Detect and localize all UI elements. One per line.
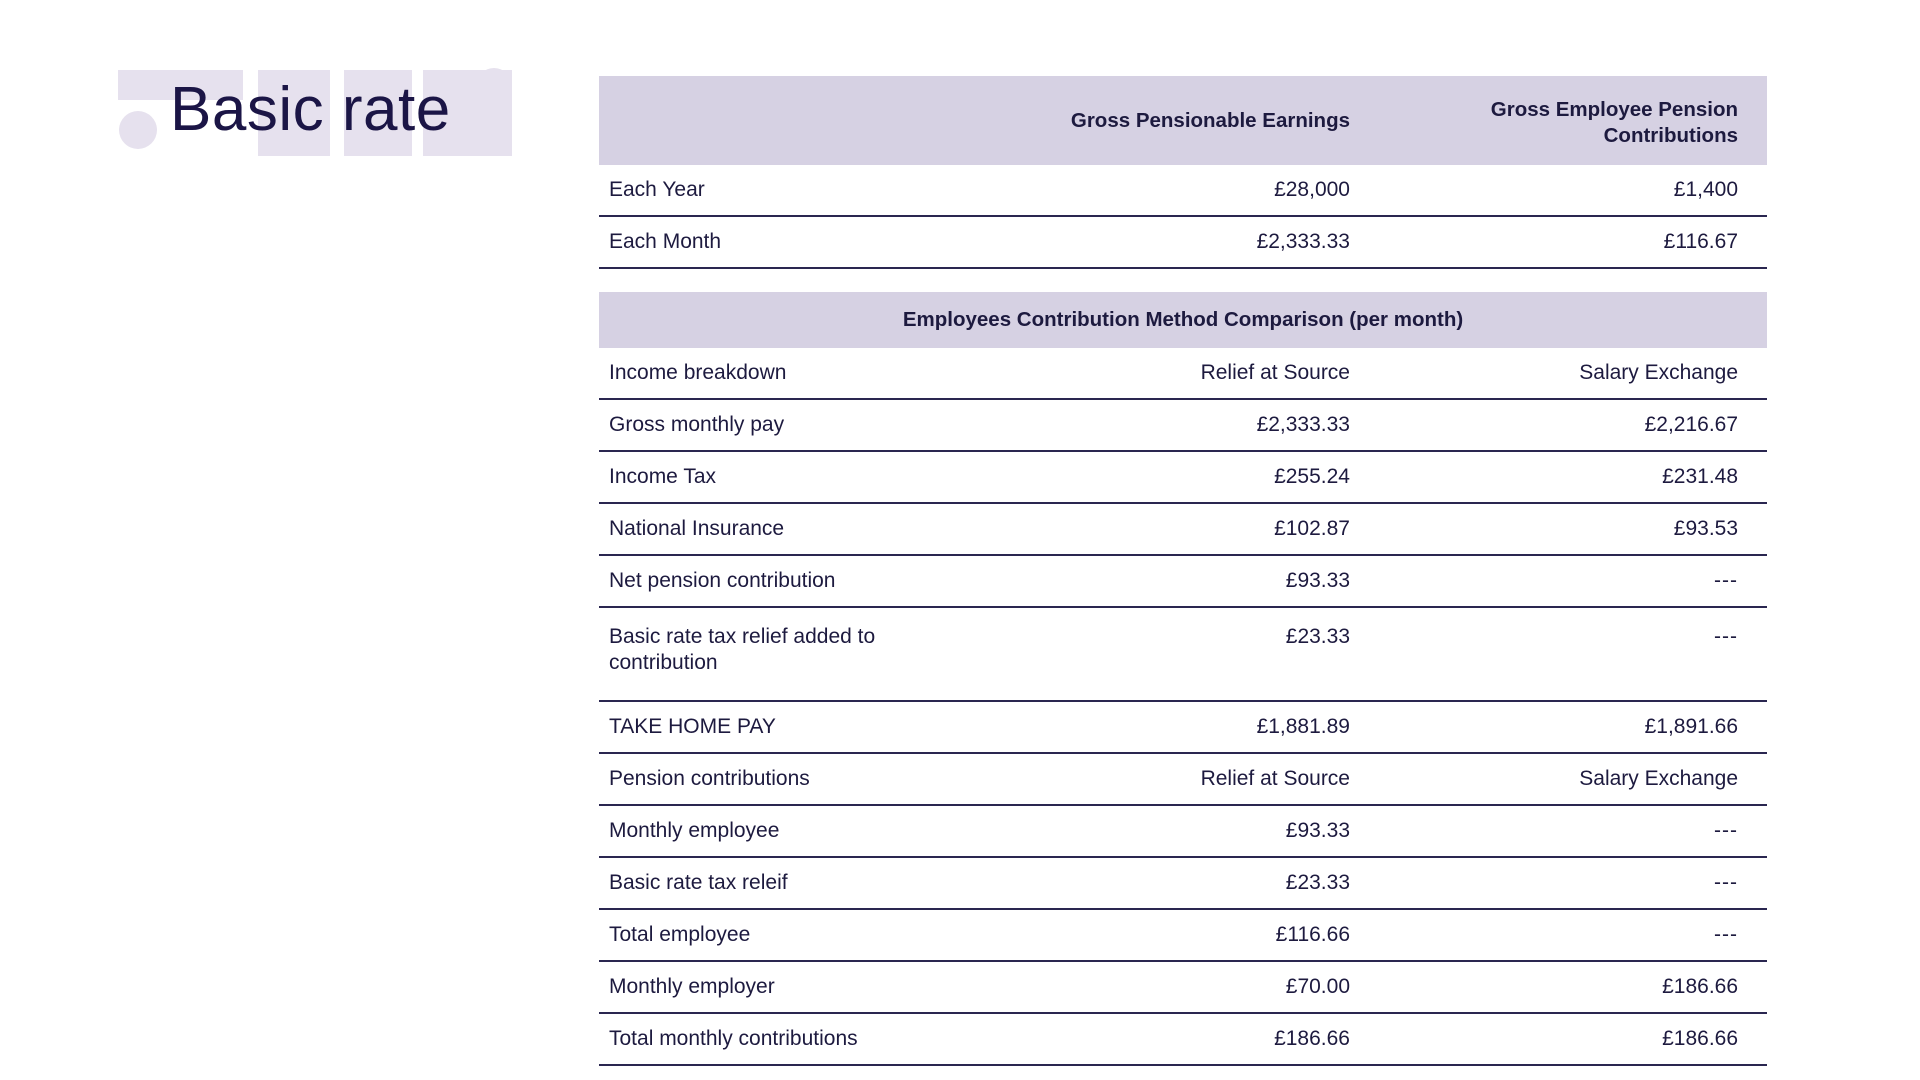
- cell-value: Relief at Source: [977, 348, 1379, 399]
- table-row: [599, 399, 1767, 451]
- table-row: [599, 753, 1767, 805]
- title-block: [118, 64, 512, 156]
- row-label: Each Month: [599, 216, 977, 268]
- cell-value: £116.67: [1379, 216, 1767, 268]
- cell-value: £23.33: [977, 857, 1379, 909]
- contribution-comparison-table: [599, 292, 1767, 1066]
- earnings-summary-table: [599, 76, 1767, 269]
- cell-value: £102.87: [977, 503, 1379, 555]
- cell-value: £93.33: [977, 555, 1379, 607]
- cell-value: £186.66: [977, 1013, 1379, 1065]
- table-row: [599, 805, 1767, 857]
- cell-value: £93.33: [977, 805, 1379, 857]
- row-label: Income Tax: [599, 451, 977, 503]
- header-cell: [599, 76, 977, 165]
- cell-value: £70.00: [977, 961, 1379, 1013]
- row-label: Basic rate tax relief added to contribution: [599, 607, 977, 701]
- cell-value: £23.33: [977, 607, 1379, 701]
- cell-value: £186.66: [1379, 961, 1767, 1013]
- cell-value: ---: [1379, 909, 1767, 961]
- row-label: Pension contributions: [599, 753, 977, 805]
- cell-value: £1,400: [1379, 165, 1767, 216]
- table-row: [599, 451, 1767, 503]
- cell-value: £231.48: [1379, 451, 1767, 503]
- cell-value: ---: [1379, 555, 1767, 607]
- row-label: Monthly employee: [599, 805, 977, 857]
- comparison-table-title: Employees Contribution Method Comparison (per month): [599, 292, 1767, 348]
- cell-value: Relief at Source: [977, 753, 1379, 805]
- row-label: Net pension contribution: [599, 555, 977, 607]
- cell-value: Salary Exchange: [1379, 348, 1767, 399]
- row-label: Gross monthly pay: [599, 399, 977, 451]
- table-row: [599, 348, 1767, 399]
- table-row: [599, 701, 1767, 753]
- cell-value: ---: [1379, 857, 1767, 909]
- table-row: [599, 555, 1767, 607]
- row-label: National Insurance: [599, 503, 977, 555]
- cell-value: £28,000: [977, 165, 1379, 216]
- table-row: [599, 961, 1767, 1013]
- cell-value: £2,333.33: [977, 216, 1379, 268]
- cell-value: £116.66: [977, 909, 1379, 961]
- table-row: [599, 165, 1767, 216]
- table-row: [599, 503, 1767, 555]
- cell-value: Salary Exchange: [1379, 753, 1767, 805]
- row-label: Total monthly contributions: [599, 1013, 977, 1065]
- header-cell: Gross Pensionable Earnings: [977, 76, 1379, 165]
- cell-value: £2,333.33: [977, 399, 1379, 451]
- row-label: Monthly employer: [599, 961, 977, 1013]
- row-label: TAKE HOME PAY: [599, 701, 977, 753]
- row-label: Income breakdown: [599, 348, 977, 399]
- page-title: Basic rate: [170, 75, 451, 144]
- cell-value: £1,891.66: [1379, 701, 1767, 753]
- header-cell: Gross Employee Pension Contributions: [1379, 76, 1767, 165]
- cell-value: £1,881.89: [977, 701, 1379, 753]
- cell-value: ---: [1379, 607, 1767, 701]
- table-row: [599, 1013, 1767, 1065]
- table-header-row: [599, 76, 1767, 165]
- cell-value: £2,216.67: [1379, 399, 1767, 451]
- row-label: Total employee: [599, 909, 977, 961]
- table-row: [599, 216, 1767, 268]
- cell-value: £186.66: [1379, 1013, 1767, 1065]
- table-row: [599, 607, 1767, 701]
- row-label: Each Year: [599, 165, 977, 216]
- table-row: [599, 857, 1767, 909]
- cell-value: £93.53: [1379, 503, 1767, 555]
- cell-value: ---: [1379, 805, 1767, 857]
- table-header-row: [599, 292, 1767, 348]
- row-label: Basic rate tax releif: [599, 857, 977, 909]
- cell-value: £255.24: [977, 451, 1379, 503]
- table-row: [599, 909, 1767, 961]
